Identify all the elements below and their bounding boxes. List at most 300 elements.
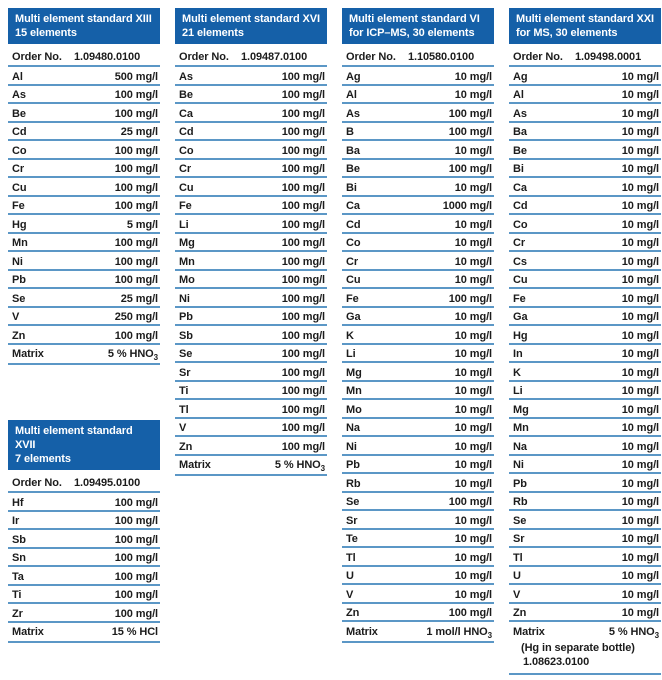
element-symbol: Cu [346, 274, 361, 286]
element-concentration: 100 mg/l [114, 589, 158, 601]
matrix-label: Matrix [12, 626, 44, 638]
matrix-row [509, 622, 661, 675]
element-symbol: Sn [12, 552, 26, 564]
element-concentration: 100 mg/l [281, 403, 325, 416]
element-row [342, 178, 494, 197]
element-concentration: 10 mg/l [454, 422, 492, 434]
element-concentration: 10 mg/l [621, 218, 659, 231]
element-row [509, 271, 661, 290]
element-symbol: Ca [179, 107, 193, 120]
table-subtitle: for ICP–MS, 30 elements [349, 27, 475, 39]
element-concentration: 10 mg/l [454, 570, 492, 582]
element-symbol: Tl [513, 551, 523, 564]
element-row [509, 530, 661, 549]
element-concentration: 10 mg/l [621, 459, 659, 471]
element-concentration: 100 mg/l [114, 496, 158, 509]
element-row [175, 400, 327, 419]
element-concentration: 5 mg/l [126, 218, 158, 231]
element-symbol: Ni [12, 255, 23, 268]
element-concentration: 10 mg/l [621, 89, 659, 101]
matrix-label: Matrix [513, 625, 545, 638]
element-row [342, 215, 494, 234]
element-row [175, 437, 327, 456]
element-row [342, 530, 494, 549]
element-concentration: 100 mg/l [281, 144, 325, 157]
element-concentration: 10 mg/l [621, 422, 659, 434]
table-title: Multi element standard XVII [15, 425, 133, 451]
element-row [509, 567, 661, 586]
matrix-value: 15 % HCl [111, 626, 158, 638]
table-title: Multi element standard XVI [182, 13, 320, 25]
element-concentration: 100 mg/l [114, 274, 158, 286]
element-symbol: Co [513, 218, 528, 231]
element-symbol: Ir [12, 515, 20, 527]
element-symbol: Ga [346, 311, 361, 323]
element-row [8, 493, 160, 512]
element-concentration: 10 mg/l [621, 588, 659, 601]
order-label: Order No. [346, 51, 396, 63]
table-header [8, 8, 160, 44]
element-row [8, 67, 160, 86]
element-concentration: 100 mg/l [114, 181, 158, 194]
element-row [509, 456, 661, 475]
element-concentration: 100 mg/l [281, 348, 325, 360]
element-concentration: 100 mg/l [448, 292, 492, 305]
element-symbol: Cd [346, 218, 361, 231]
element-symbol: As [513, 107, 527, 120]
element-row [8, 141, 160, 160]
element-concentration: 10 mg/l [621, 311, 659, 323]
element-row [342, 123, 494, 142]
element-symbol: Se [12, 292, 26, 305]
element-row [342, 363, 494, 382]
element-concentration: 100 mg/l [281, 366, 325, 379]
element-concentration: 100 mg/l [281, 89, 325, 101]
element-concentration: 100 mg/l [281, 70, 325, 83]
element-concentration: 10 mg/l [454, 588, 492, 601]
element-symbol: Cs [513, 255, 527, 268]
matrix-row [175, 456, 327, 477]
element-row [509, 160, 661, 179]
element-concentration: 10 mg/l [621, 496, 659, 508]
element-concentration: 100 mg/l [448, 496, 492, 508]
element-row [342, 86, 494, 105]
element-symbol: As [179, 70, 193, 83]
element-symbol: Co [346, 237, 361, 249]
element-symbol: Be [179, 89, 193, 101]
element-row [175, 382, 327, 401]
matrix-value: 5 % $HNO_3$ [274, 459, 325, 474]
element-symbol: Zn [179, 440, 193, 453]
table-header [509, 8, 661, 44]
element-row [509, 197, 661, 216]
element-row [509, 474, 661, 493]
element-concentration: 100 mg/l [114, 515, 158, 527]
element-symbol: Zn [12, 329, 26, 342]
element-concentration: 100 mg/l [114, 552, 158, 564]
element-row [342, 326, 494, 345]
element-concentration: 10 mg/l [621, 551, 659, 564]
element-row [175, 419, 327, 438]
element-symbol: Ba [513, 126, 527, 138]
element-concentration: 100 mg/l [114, 607, 158, 620]
element-symbol: Tl [179, 403, 189, 416]
element-concentration: 10 mg/l [454, 237, 492, 249]
element-symbol: Ag [513, 70, 528, 83]
element-symbol: U [513, 570, 521, 582]
element-concentration: 100 mg/l [281, 218, 325, 231]
element-row [342, 271, 494, 290]
element-symbol: Be [346, 163, 360, 175]
element-row [342, 548, 494, 567]
element-row [175, 197, 327, 216]
element-concentration: 10 mg/l [621, 533, 659, 545]
element-concentration: 100 mg/l [281, 255, 325, 268]
element-concentration: 10 mg/l [454, 514, 492, 527]
element-symbol: Cr [513, 237, 526, 249]
element-symbol: Te [346, 533, 358, 545]
table-subtitle: for MS, 30 elements [516, 27, 618, 39]
element-concentration: 100 mg/l [114, 237, 158, 249]
element-symbol: Ti [12, 589, 22, 601]
element-concentration: 10 mg/l [454, 181, 492, 194]
element-symbol: Mn [346, 385, 362, 397]
element-concentration: 10 mg/l [454, 459, 492, 471]
element-row [175, 178, 327, 197]
table-title: Multi element standard XIII [15, 13, 152, 25]
element-row [509, 141, 661, 160]
element-concentration: 100 mg/l [281, 274, 325, 286]
element-concentration: 10 mg/l [454, 311, 492, 323]
element-row [342, 604, 494, 623]
element-concentration: 100 mg/l [281, 385, 325, 397]
table-subtitle: 15 elements [15, 27, 77, 39]
element-row [509, 215, 661, 234]
element-concentration: 100 mg/l [114, 255, 158, 268]
element-row [509, 326, 661, 345]
element-concentration: 100 mg/l [281, 440, 325, 453]
element-concentration: 10 mg/l [621, 163, 659, 175]
element-row [8, 586, 160, 605]
element-symbol: Ti [179, 385, 189, 397]
element-symbol: As [12, 89, 26, 101]
element-symbol: Hg [513, 329, 528, 342]
element-symbol: Li [179, 218, 189, 231]
element-row [509, 234, 661, 253]
element-concentration: 10 mg/l [621, 181, 659, 194]
order-row [8, 470, 160, 493]
element-row [342, 585, 494, 604]
element-symbol: Sr [513, 533, 525, 545]
element-row [8, 160, 160, 179]
element-symbol: Se [179, 348, 193, 360]
matrix-subscript: 3 [654, 630, 659, 640]
table-title: Multi element standard XXI [516, 13, 654, 25]
element-concentration: 100 mg/l [281, 292, 325, 305]
order-number: 1.09487.0100 [241, 51, 308, 63]
element-row [509, 123, 661, 142]
element-symbol: Ba [346, 144, 360, 157]
element-concentration: 10 mg/l [621, 514, 659, 527]
element-concentration: 100 mg/l [114, 329, 158, 342]
element-symbol: Hg [12, 218, 27, 231]
element-row [175, 308, 327, 327]
element-concentration: 100 mg/l [281, 329, 325, 342]
element-concentration: 10 mg/l [621, 255, 659, 268]
element-row [509, 345, 661, 364]
element-symbol: V [346, 588, 354, 601]
element-row [509, 493, 661, 512]
element-row [8, 197, 160, 216]
element-symbol: Pb [179, 311, 193, 323]
element-symbol: V [12, 311, 20, 323]
element-symbol: Ni [346, 440, 357, 453]
element-symbol: U [346, 570, 354, 582]
element-concentration: 10 mg/l [454, 329, 492, 342]
element-row [342, 141, 494, 160]
element-symbol: Bi [513, 163, 524, 175]
element-symbol: Zn [513, 607, 527, 619]
element-symbol: Al [12, 70, 23, 83]
element-row [8, 604, 160, 623]
element-concentration: 100 mg/l [281, 163, 325, 175]
element-symbol: Cd [12, 126, 27, 138]
element-symbol: Ca [346, 200, 360, 212]
element-symbol: Al [346, 89, 357, 101]
element-row [509, 86, 661, 105]
element-concentration: 10 mg/l [621, 403, 659, 416]
element-concentration: 100 mg/l [281, 422, 325, 434]
column-1 [8, 8, 160, 643]
element-symbol: Cr [346, 255, 359, 268]
element-row [8, 308, 160, 327]
element-concentration: 100 mg/l [448, 163, 492, 175]
element-row [509, 437, 661, 456]
element-concentration: 100 mg/l [114, 144, 158, 157]
element-row [8, 530, 160, 549]
element-symbol: Al [513, 89, 524, 101]
standard-table-xvii [8, 420, 160, 643]
element-row [342, 437, 494, 456]
element-row [509, 585, 661, 604]
element-concentration: 10 mg/l [621, 274, 659, 286]
table-header [175, 8, 327, 44]
element-symbol: Mo [179, 274, 195, 286]
element-symbol: Na [346, 422, 360, 434]
element-symbol: Se [513, 514, 527, 527]
element-concentration: 100 mg/l [281, 311, 325, 323]
element-row [175, 252, 327, 271]
element-concentration: 10 mg/l [621, 107, 659, 120]
element-row [342, 67, 494, 86]
element-symbol: Ni [513, 459, 524, 471]
column-4 [509, 8, 661, 675]
element-row [8, 289, 160, 308]
element-symbol: In [513, 348, 523, 360]
standard-table-xiii [8, 8, 160, 365]
element-symbol: Fe [12, 200, 25, 212]
element-symbol: K [513, 366, 521, 379]
element-concentration: 10 mg/l [621, 348, 659, 360]
element-row [175, 234, 327, 253]
element-row [342, 400, 494, 419]
element-concentration: 100 mg/l [281, 181, 325, 194]
element-row [509, 400, 661, 419]
element-concentration: 100 mg/l [114, 163, 158, 175]
element-concentration: 100 mg/l [114, 89, 158, 101]
order-row [509, 44, 661, 67]
element-symbol: Ta [12, 570, 24, 583]
element-symbol: Ni [179, 292, 190, 305]
element-concentration: 100 mg/l [281, 237, 325, 249]
element-concentration: 1000 mg/l [442, 200, 492, 212]
element-symbol: Ag [346, 70, 361, 83]
element-symbol: Ga [513, 311, 528, 323]
element-row [509, 252, 661, 271]
element-concentration: 100 mg/l [114, 200, 158, 212]
matrix-row [342, 622, 494, 643]
element-row [175, 104, 327, 123]
column-2 [175, 8, 327, 476]
element-row [8, 86, 160, 105]
element-concentration: 10 mg/l [621, 329, 659, 342]
order-row [175, 44, 327, 67]
element-concentration: 10 mg/l [454, 144, 492, 157]
element-row [175, 363, 327, 382]
element-concentration: 10 mg/l [454, 70, 492, 83]
element-concentration: 10 mg/l [621, 70, 659, 83]
element-row [342, 345, 494, 364]
element-symbol: Bi [346, 181, 357, 194]
element-row [342, 252, 494, 271]
table-subtitle: 21 elements [182, 27, 244, 39]
element-row [509, 511, 661, 530]
order-label: Order No. [12, 51, 62, 63]
element-row [175, 215, 327, 234]
matrix-value: 1 mol/l $HNO_3$ [426, 625, 492, 640]
element-concentration: 100 mg/l [114, 533, 158, 546]
element-row [509, 308, 661, 327]
matrix-label: Matrix [346, 625, 378, 638]
element-symbol: Zn [346, 607, 360, 619]
element-symbol: Sb [179, 329, 193, 342]
element-row [342, 474, 494, 493]
element-symbol: Mg [179, 237, 195, 249]
element-concentration: 10 mg/l [621, 440, 659, 453]
element-row [175, 326, 327, 345]
element-row [342, 382, 494, 401]
element-symbol: Fe [179, 200, 192, 212]
element-symbol: Pb [346, 459, 360, 471]
element-concentration: 500 mg/l [114, 70, 158, 83]
order-label: Order No. [179, 51, 229, 63]
element-symbol: Sr [346, 514, 358, 527]
element-concentration: 10 mg/l [621, 200, 659, 212]
order-number: 1.09495.0100 [74, 477, 141, 489]
element-symbol: Pb [513, 477, 527, 490]
element-concentration: 10 mg/l [621, 477, 659, 490]
table-header [8, 420, 160, 470]
element-concentration: 10 mg/l [454, 89, 492, 101]
element-row [8, 104, 160, 123]
order-label: Order No. [513, 51, 563, 63]
element-row [8, 512, 160, 531]
matrix-subscript: 3 [153, 353, 158, 363]
element-concentration: 100 mg/l [281, 107, 325, 120]
element-row [342, 456, 494, 475]
element-row [8, 215, 160, 234]
matrix-label: Matrix [179, 459, 211, 471]
standard-table-vi-icp-ms [342, 8, 494, 643]
element-symbol: Sb [12, 533, 26, 546]
matrix-value: 5 % $HNO_3$ [608, 625, 659, 640]
element-row [342, 197, 494, 216]
matrix-subscript: 3 [487, 630, 492, 640]
element-concentration: 10 mg/l [621, 385, 659, 397]
element-symbol: Be [12, 107, 26, 120]
element-symbol: Cu [12, 181, 27, 194]
element-symbol: Mg [513, 403, 529, 416]
standard-table-xvi [175, 8, 327, 476]
element-row [8, 271, 160, 290]
element-symbol: Se [346, 496, 360, 508]
element-symbol: Be [513, 144, 527, 157]
element-row [8, 123, 160, 142]
element-symbol: Rb [513, 496, 528, 508]
element-symbol: Cd [179, 126, 194, 138]
matrix-subscript: 3 [320, 464, 325, 474]
element-row [342, 289, 494, 308]
element-symbol: Na [513, 440, 527, 453]
order-row [8, 44, 160, 67]
element-row [8, 234, 160, 253]
element-row [342, 419, 494, 438]
element-symbol: Mn [12, 237, 28, 249]
element-row [8, 567, 160, 586]
element-row [175, 345, 327, 364]
table-header [342, 8, 494, 44]
element-symbol: B [346, 126, 354, 138]
matrix-row [8, 345, 160, 366]
element-row [342, 511, 494, 530]
element-concentration: 25 mg/l [120, 292, 158, 305]
element-symbol: Mn [179, 255, 195, 268]
element-concentration: 250 mg/l [114, 311, 158, 323]
element-symbol: Cr [179, 163, 192, 175]
element-symbol: Cr [12, 163, 25, 175]
element-concentration: 100 mg/l [281, 126, 325, 138]
element-symbol: As [346, 107, 360, 120]
element-concentration: 10 mg/l [621, 292, 659, 305]
table-title: Multi element standard VI [349, 13, 480, 25]
element-row [175, 123, 327, 142]
element-row [175, 160, 327, 179]
element-symbol: Co [179, 144, 194, 157]
order-number: 1.09498.0001 [575, 51, 642, 63]
element-symbol: Mn [513, 422, 529, 434]
element-row [8, 252, 160, 271]
element-row [509, 382, 661, 401]
element-symbol: Cu [513, 274, 528, 286]
element-row [342, 493, 494, 512]
table-subtitle: 7 elements [15, 453, 71, 465]
matrix-label: Matrix [12, 348, 44, 360]
element-row [8, 178, 160, 197]
element-row [175, 141, 327, 160]
element-symbol: V [513, 588, 521, 601]
column-3 [342, 8, 494, 643]
matrix-note: 1.08623.0100 [523, 656, 590, 668]
